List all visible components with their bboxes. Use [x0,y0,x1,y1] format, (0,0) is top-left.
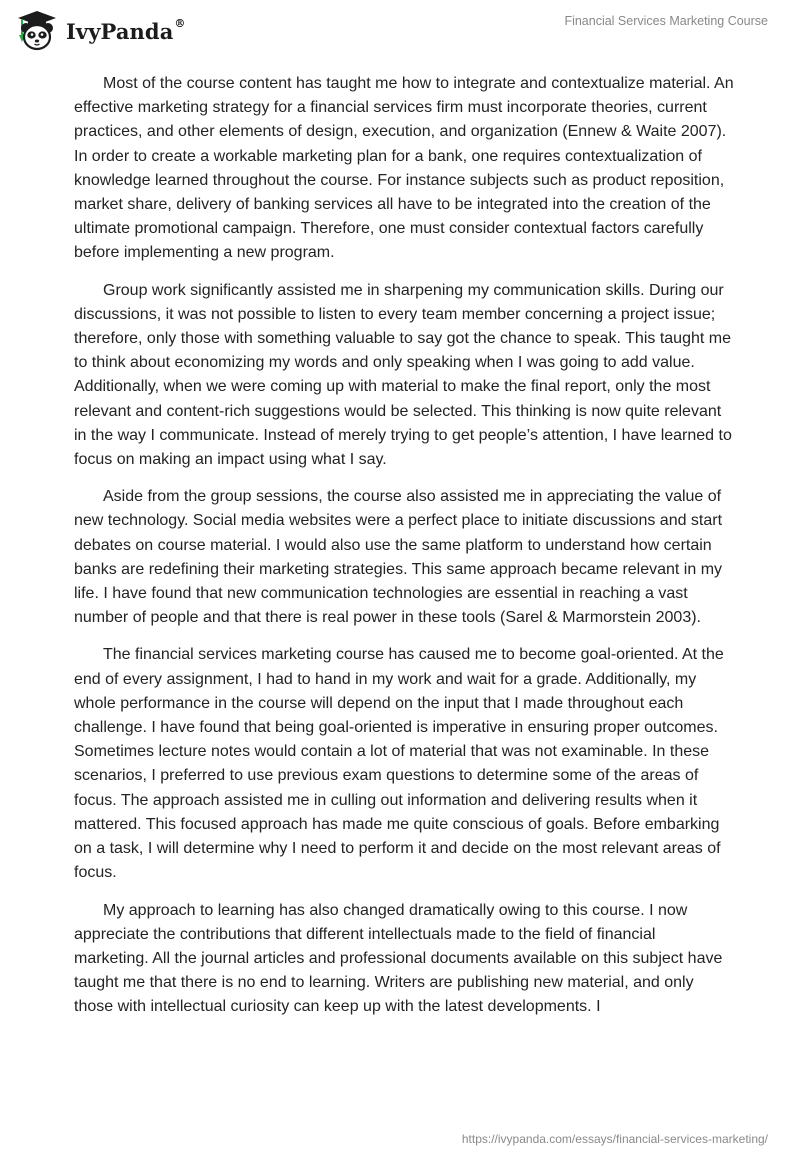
essay-body [74,72,734,1033]
page-header [0,0,800,60]
brand-name: IvyPanda® [66,16,186,44]
source-url[interactable]: https://ivypanda.com/essays/financial-services-marketing/ [461,1132,768,1146]
ivypanda-logo[interactable] [14,8,186,54]
essay-paragraph: The financial services marketing course has caused me to become goal-oriented. At the end of every assignment, I had to hand in my work and wait for a grade. Additionally, my whole performance in the course will depend on the input that I made throughout each challenge. I have found that being goal-oriented is imperative in ensuring proper outcomes. Sometimes lecture notes would contain a lot of material that was not examinable. In these scenarios, I preferred to use previous exam questions to determine some of the areas of focus. The approach assisted me in culling out information and delivering results when it mattered. This focused approach has made me quite conscious of goals. Before embarking on a task, I will determine why I need to perform it and decide on the most relevant areas of focus. [74,646,724,882]
essay-paragraph: Aside from the group sessions, the course also assisted me in appreciating the value of new technology. Social media websites were a perfect place to initiate discussions and start debates on course material. I would also use the same platform to understand how certain banks are redefining their marketing strategies. This same approach became relevant in my life. I have found that new communication technologies are essential in reaching a vast number of people and that there is real power in these tools (Sarel & Marmorstein 2003). [74,488,723,627]
panda-graduate-icon [14,8,60,54]
essay-paragraph: Group work significantly assisted me in sharpening my communication skills. During our discussions, it was not possible to listen to every team member concerning a project issue; therefore, only those with something valuable to say got the chance to speak. This taught me to think about economizing my words and only speaking when I was going to add value. Additionally, when we were coming up with material to make the final report, only the most relevant and content-rich suggestions would be selected. This thinking is now quite relevant in the way I communicate. Instead of merely trying to get people’s attention, I have learned to focus on making an impact using what I say. [74,281,732,469]
essay-paragraph: Most of the course content has taught me how to integrate and contextualize material. An effective marketing strategy for a financial services firm must incorporate theories, current practices, and other elements of design, execution, and organization (Ennew & Waite 2007). In order to create a workable marketing plan for a bank, one requires contextualization of knowledge learned throughout the course. For instance subjects such as product reposition, market share, delivery of banking services all have to be integrated into the creation of the ultimate promotional campaign. Therefore, one must consider contextual factors carefully before implementing a new program. [74,75,734,262]
registered-mark: ® [174,16,186,30]
document-title: Financial Services Marketing Course [564,14,768,28]
essay-paragraph: My approach to learning has also changed dramatically owing to this course. I now appreciate the contributions that different intellectuals made to the field of financial marketing. All the journal articles and professional documents available on this subject have taught me that there is no end to learning. Writers are publishing new material, and only those with intellectual curiosity can keep up with the latest developments. I [74,901,723,1016]
